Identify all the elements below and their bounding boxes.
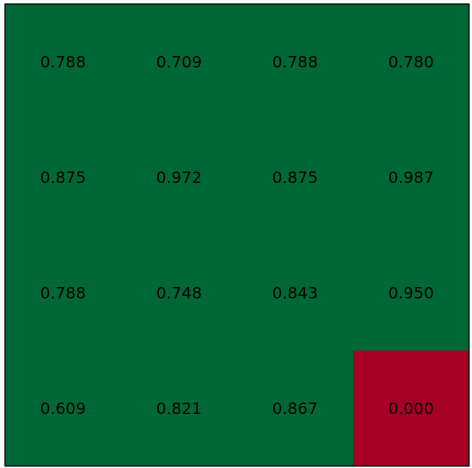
cell-label-r1-c2: 0.875	[272, 167, 318, 187]
cell-label-r2-c0: 0.788	[40, 283, 86, 303]
cell-label-r0-c3: 0.780	[388, 52, 434, 72]
cell-label-r1-c3: 0.987	[388, 167, 434, 187]
cell-label-r1-c1: 0.972	[156, 167, 202, 187]
cell-label-r3-c2: 0.867	[272, 398, 318, 418]
cell-label-r2-c2: 0.843	[272, 283, 318, 303]
cell-label-r2-c1: 0.748	[156, 283, 202, 303]
cell-label-r1-c0: 0.875	[40, 167, 86, 187]
cell-label-r0-c0: 0.788	[40, 52, 86, 72]
cell-label-r3-c1: 0.821	[156, 398, 202, 418]
cell-label-r3-c0: 0.609	[40, 398, 86, 418]
cell-label-r0-c1: 0.709	[156, 52, 202, 72]
heatmap-cells	[5, 4, 470, 467]
cell-label-r3-c3: 0.000	[388, 398, 434, 418]
cell-label-r0-c2: 0.788	[272, 52, 318, 72]
cell-label-r2-c3: 0.950	[388, 283, 434, 303]
